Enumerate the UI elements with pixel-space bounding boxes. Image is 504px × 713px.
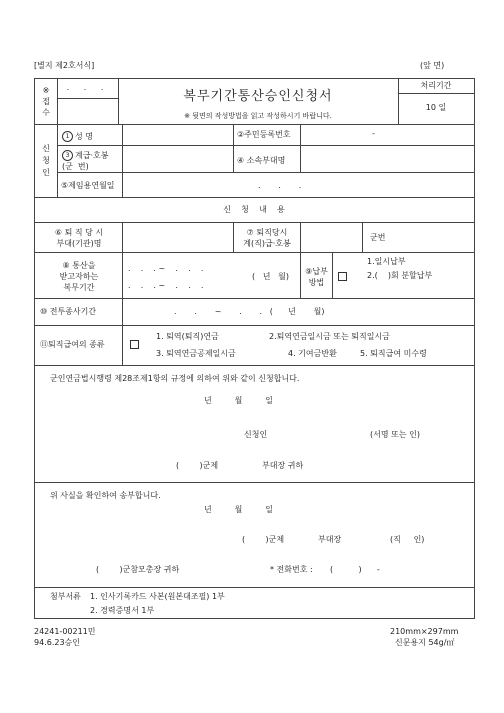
confirmation-commander: 부대장: [318, 535, 342, 544]
application-statement: 군인연금법시행령 제28조제1항의 규정에 의하여 위와 같이 신청합니다.: [50, 374, 300, 383]
unit-field[interactable]: [301, 146, 473, 171]
approval-date: 94.6.23승인: [34, 638, 80, 647]
phone-label: * 전화번호 :: [270, 565, 313, 574]
name-label: 성 명: [75, 132, 93, 141]
frame-right: [474, 78, 475, 619]
frame-top: [34, 78, 475, 79]
name-field[interactable]: [123, 125, 232, 144]
circled-number-3: 3: [62, 150, 73, 161]
confirmation-statement: 위 사실을 확인하여 송부합니다.: [50, 491, 161, 500]
benefit-option-5: 5. 퇴직급여 미수령: [360, 349, 427, 358]
resident-field[interactable]: -: [372, 129, 375, 138]
service-years: ( 년 월): [252, 272, 289, 281]
payment-option-1: 1.일시납부: [367, 257, 406, 266]
processing-label: 처리기간: [420, 81, 452, 90]
form-number: [별지 제2호서식]: [34, 61, 95, 70]
confirmation-unit[interactable]: ( )군제: [242, 535, 285, 544]
application-date[interactable]: 년 월 일: [204, 396, 273, 405]
benefit-label: ⑪퇴직급여의 종류: [40, 340, 105, 349]
benefit-option-1: 1. 퇴역(퇴직)연금: [156, 332, 219, 341]
appointment-label: ⑤제임용연월일: [61, 181, 115, 190]
rank-label: 계급·호봉 (군 번): [62, 151, 109, 171]
benefit-checkbox[interactable]: [130, 340, 139, 349]
applicant-section-label: 신 청 인: [42, 144, 50, 177]
application-recipient: 부대장 귀하: [262, 461, 304, 470]
content-header: 신 청 내 용: [223, 205, 285, 214]
serial-field[interactable]: [390, 223, 473, 251]
form-title: 복무기간통산승인신청서: [183, 89, 333, 104]
unit-label: ④ 소속부대명: [237, 156, 286, 165]
appointment-field[interactable]: . . .: [258, 181, 302, 190]
chief-of-staff: ( )군참모총장 귀하: [96, 565, 180, 574]
retire-rank-field[interactable]: [301, 223, 361, 251]
retire-unit-field[interactable]: [123, 223, 232, 251]
attachment-item-2: 2. 경력증명서 1부: [90, 606, 155, 615]
phone-field[interactable]: ( ) -: [330, 565, 380, 574]
retire-unit-label: ⑥ 퇴 직 당 시 부대(기관)명: [54, 228, 104, 248]
circled-number-1: 1: [62, 131, 73, 142]
benefit-option-2: 2.퇴역연금일시금 또는 퇴직일시금: [269, 332, 390, 341]
combat-label: ⑩ 전투종사기간: [40, 307, 97, 316]
payment-checkbox[interactable]: [338, 272, 347, 281]
applicant-signer-label: 신청인: [244, 430, 268, 439]
benefit-option-4: 4. 기여금반환: [288, 349, 337, 358]
service-period-2[interactable]: . . . ~ . . .: [128, 281, 204, 290]
paper-type: 신문용지 54g/㎡: [395, 638, 455, 647]
application-unit[interactable]: ( )군제: [176, 461, 219, 470]
instruction: ※ 뒷면의 작성방법을 읽고 작성하시기 바랍니다.: [184, 112, 332, 120]
retire-rank-label: ⑦ 퇴직당시 계(직)급·호봉: [243, 228, 291, 248]
frame-bottom: [34, 618, 475, 619]
service-label: ⑧ 통산을 받고자하는 복무기간: [59, 261, 99, 292]
form-code: 24241-00211민: [34, 627, 96, 636]
combat-field[interactable]: . . ~ . . ( 년 월): [174, 307, 325, 316]
paper-size: 210mm×297mm: [390, 627, 459, 636]
confirmation-date[interactable]: 년 월 일: [204, 505, 273, 514]
service-period-1[interactable]: . . . ~ . . .: [128, 264, 204, 273]
rank-field[interactable]: [123, 146, 232, 171]
rank-label-group: [62, 150, 108, 172]
resident-label: ②주민등록번호: [237, 130, 291, 139]
receipt-label: ※ 접 수: [42, 86, 50, 117]
payment-label: ⑨납부 방법: [305, 267, 328, 287]
serial-label: 군번: [370, 233, 386, 242]
processing-days: 10 일: [425, 103, 447, 112]
attachments-label: 첨부서류: [50, 592, 81, 601]
frame-left: [34, 78, 35, 619]
name-label-group: [62, 131, 93, 142]
attachment-item-1: 1. 인사기록카드 사본(원본대조필) 1부: [90, 592, 225, 601]
official-seal-field[interactable]: (직 인): [390, 535, 425, 544]
page-side: (앞 면): [420, 61, 445, 70]
payment-option-2: 2.( )회 분할납부: [367, 271, 433, 280]
benefit-option-3: 3. 퇴역연금공제일시금: [156, 349, 236, 358]
signature-field[interactable]: (서명 또는 인): [370, 430, 420, 439]
receipt-dots: . . .: [66, 83, 110, 92]
